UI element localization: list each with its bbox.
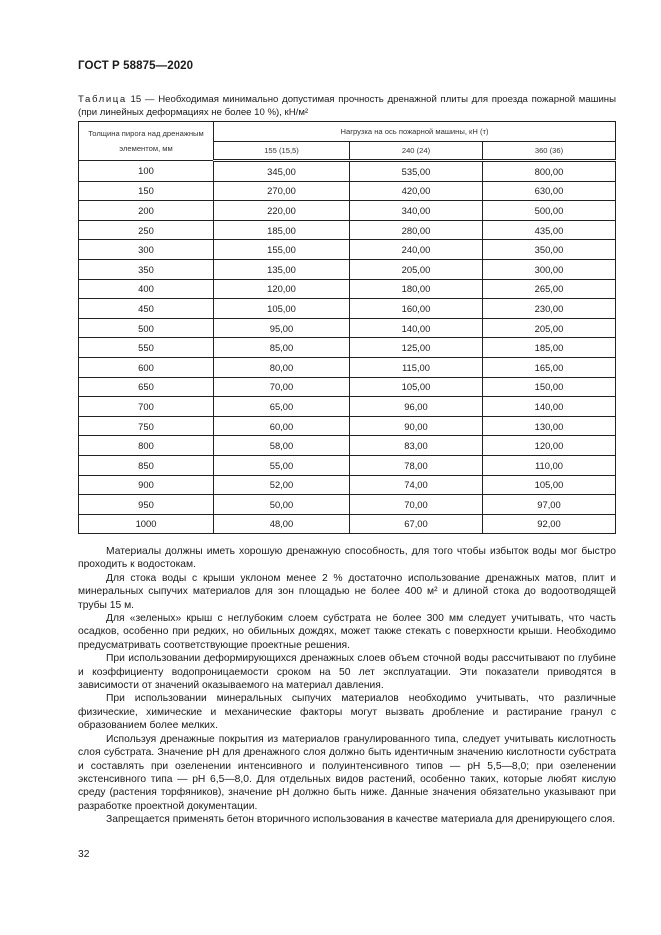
table-row <box>79 495 616 515</box>
cell-strength: 83,00 <box>350 436 483 456</box>
cell-strength: 78,00 <box>350 455 483 475</box>
cell-strength: 80,00 <box>214 357 350 377</box>
paragraph: Запрещается применять бетон вторичного использования в качестве материала для дренирующего слоя. <box>106 814 616 826</box>
cell-strength: 120,00 <box>483 436 616 456</box>
table-row <box>79 377 616 397</box>
paragraph: Для «зеленых» крыш с неглубоким слоем субстрата не более 300 мм следует учитывать, что часть осадков, особенно при редких, но обильных дождях, может также стекать с поверхности крыши. Необходимо предусматривать соответствующие проектные решения. <box>78 613 616 651</box>
cell-strength: 65,00 <box>214 397 350 417</box>
cell-strength: 500,00 <box>483 201 616 221</box>
cell-strength: 265,00 <box>483 279 616 299</box>
table-row <box>79 397 616 417</box>
cell-strength: 280,00 <box>350 220 483 240</box>
strength-table <box>78 121 616 534</box>
cell-strength: 300,00 <box>483 259 616 279</box>
table-row <box>79 161 616 182</box>
cell-strength: 345,00 <box>214 161 350 182</box>
cell-thickness: 250 <box>79 220 214 240</box>
cell-strength: 110,00 <box>483 455 616 475</box>
table-row <box>79 338 616 358</box>
cell-strength: 185,00 <box>214 220 350 240</box>
cell-strength: 140,00 <box>483 397 616 417</box>
cell-strength: 120,00 <box>214 279 350 299</box>
cell-strength: 74,00 <box>350 475 483 495</box>
page-number: 32 <box>78 849 90 860</box>
paragraph: При использовании минеральных сыпучих материалов необходимо учитывать, что различные физические, химические и механические факторы могут вызвать дробление и растирание гранул с образованием более мелких. <box>78 693 616 732</box>
cell-strength: 60,00 <box>214 416 350 436</box>
table-row <box>79 455 616 475</box>
cell-strength: 90,00 <box>350 416 483 436</box>
cell-strength: 55,00 <box>214 455 350 475</box>
table-row <box>79 318 616 338</box>
cell-strength: 105,00 <box>483 475 616 495</box>
cell-thickness: 450 <box>79 299 214 319</box>
cell-strength: 340,00 <box>350 201 483 221</box>
cell-strength: 115,00 <box>350 357 483 377</box>
table-row <box>79 357 616 377</box>
document-standard-id: ГОСТ Р 58875—2020 <box>78 60 194 72</box>
table-row <box>79 220 616 240</box>
cell-thickness: 500 <box>79 318 214 338</box>
paragraph: При использовании деформирующихся дренажных слоев объем сточной воды рассчитывают по глубине и коэффициенту водопроницаемости сроком на 50 лет эксплуатации. Эти показатели приводятся в зависимости от значений оказываемого на материал давления. <box>78 653 616 692</box>
cell-strength: 140,00 <box>350 318 483 338</box>
cell-thickness: 200 <box>79 201 214 221</box>
cell-thickness: 850 <box>79 455 214 475</box>
cell-strength: 160,00 <box>350 299 483 319</box>
cell-strength: 67,00 <box>350 514 483 534</box>
cell-strength: 130,00 <box>483 416 616 436</box>
header-thickness: Толщина пирога над дренажным элементом, мм <box>79 122 214 161</box>
body-text <box>78 545 616 827</box>
cell-strength: 70,00 <box>214 377 350 397</box>
table-row <box>79 240 616 260</box>
table-caption-number: 15 <box>130 94 142 105</box>
cell-strength: 240,00 <box>350 240 483 260</box>
cell-thickness: 350 <box>79 259 214 279</box>
paragraph: Материалы должны иметь хорошую дренажную способность, для того чтобы избыток воды мог быстро проходить к водостокам. <box>78 546 616 571</box>
cell-strength: 70,00 <box>350 495 483 515</box>
header-load-360: 360 (36) <box>483 142 616 161</box>
cell-strength: 85,00 <box>214 338 350 358</box>
cell-strength: 630,00 <box>483 181 616 201</box>
cell-strength: 105,00 <box>214 299 350 319</box>
cell-strength: 58,00 <box>214 436 350 456</box>
cell-thickness: 700 <box>79 397 214 417</box>
cell-thickness: 550 <box>79 338 214 358</box>
table-row <box>79 181 616 201</box>
cell-thickness: 600 <box>79 357 214 377</box>
cell-strength: 135,00 <box>214 259 350 279</box>
paragraph: Для стока воды с крыши уклоном менее 2 % достаточно использование дренажных матов, плит и минеральных сыпучих материалов для зон площадью не более 400 м² и длиной стока до водоотводящей трубы 15 м. <box>78 572 616 611</box>
cell-strength: 205,00 <box>350 259 483 279</box>
cell-strength: 180,00 <box>350 279 483 299</box>
table-caption <box>78 93 616 119</box>
table-row <box>79 279 616 299</box>
table-row <box>79 201 616 221</box>
cell-strength: 105,00 <box>350 377 483 397</box>
cell-thickness: 300 <box>79 240 214 260</box>
cell-strength: 165,00 <box>483 357 616 377</box>
table-row <box>79 475 616 495</box>
cell-strength: 125,00 <box>350 338 483 358</box>
cell-strength: 95,00 <box>214 318 350 338</box>
cell-strength: 350,00 <box>483 240 616 260</box>
cell-thickness: 900 <box>79 475 214 495</box>
cell-thickness: 150 <box>79 181 214 201</box>
cell-strength: 270,00 <box>214 181 350 201</box>
cell-strength: 205,00 <box>483 318 616 338</box>
cell-strength: 155,00 <box>214 240 350 260</box>
table-caption-text: — Необходимая минимально допустимая прочность дренажной плиты для проезда пожарной машины (при линейных деформациях не более 10 %), кН/м² <box>78 94 616 118</box>
cell-strength: 435,00 <box>483 220 616 240</box>
cell-strength: 185,00 <box>483 338 616 358</box>
table-row <box>79 259 616 279</box>
cell-thickness: 650 <box>79 377 214 397</box>
cell-strength: 50,00 <box>214 495 350 515</box>
header-load-240: 240 (24) <box>350 142 483 161</box>
table-row <box>79 514 616 534</box>
table-row <box>79 436 616 456</box>
cell-strength: 150,00 <box>483 377 616 397</box>
cell-thickness: 950 <box>79 495 214 515</box>
cell-strength: 52,00 <box>214 475 350 495</box>
cell-strength: 230,00 <box>483 299 616 319</box>
cell-thickness: 750 <box>79 416 214 436</box>
header-axle-load: Нагрузка на ось пожарной машины, кН (т) <box>214 122 616 142</box>
paragraph: Используя дренажные покрытия из материалов гранулированного типа, следует учитывать кислотность слоя субстрата. Значение pH для дренажного слоя должно быть идентичным значению кислотности субстрата и составлять при озеленении интенсивного и полуинтенсивного типов — pH 5,5—8,0; при озеленении экстенсивного типа — pH 6,5—8,0. Для отдельных видов растений, особенно таких, которые любят кислую среду (растения торфяников), значение pH должно быть ниже. Данные значения обязательно указывают при разработке проектной документации. <box>78 733 616 812</box>
cell-strength: 420,00 <box>350 181 483 201</box>
cell-strength: 92,00 <box>483 514 616 534</box>
table-caption-label: Таблица <box>78 94 127 105</box>
cell-thickness: 100 <box>79 161 214 182</box>
table-row <box>79 416 616 436</box>
cell-thickness: 800 <box>79 436 214 456</box>
header-load-155: 155 (15,5) <box>214 142 350 161</box>
cell-strength: 97,00 <box>483 495 616 515</box>
table-row <box>79 299 616 319</box>
cell-strength: 535,00 <box>350 161 483 182</box>
cell-thickness: 1000 <box>79 514 214 534</box>
cell-strength: 96,00 <box>350 397 483 417</box>
cell-strength: 800,00 <box>483 161 616 182</box>
cell-thickness: 400 <box>79 279 214 299</box>
cell-strength: 48,00 <box>214 514 350 534</box>
cell-strength: 220,00 <box>214 201 350 221</box>
